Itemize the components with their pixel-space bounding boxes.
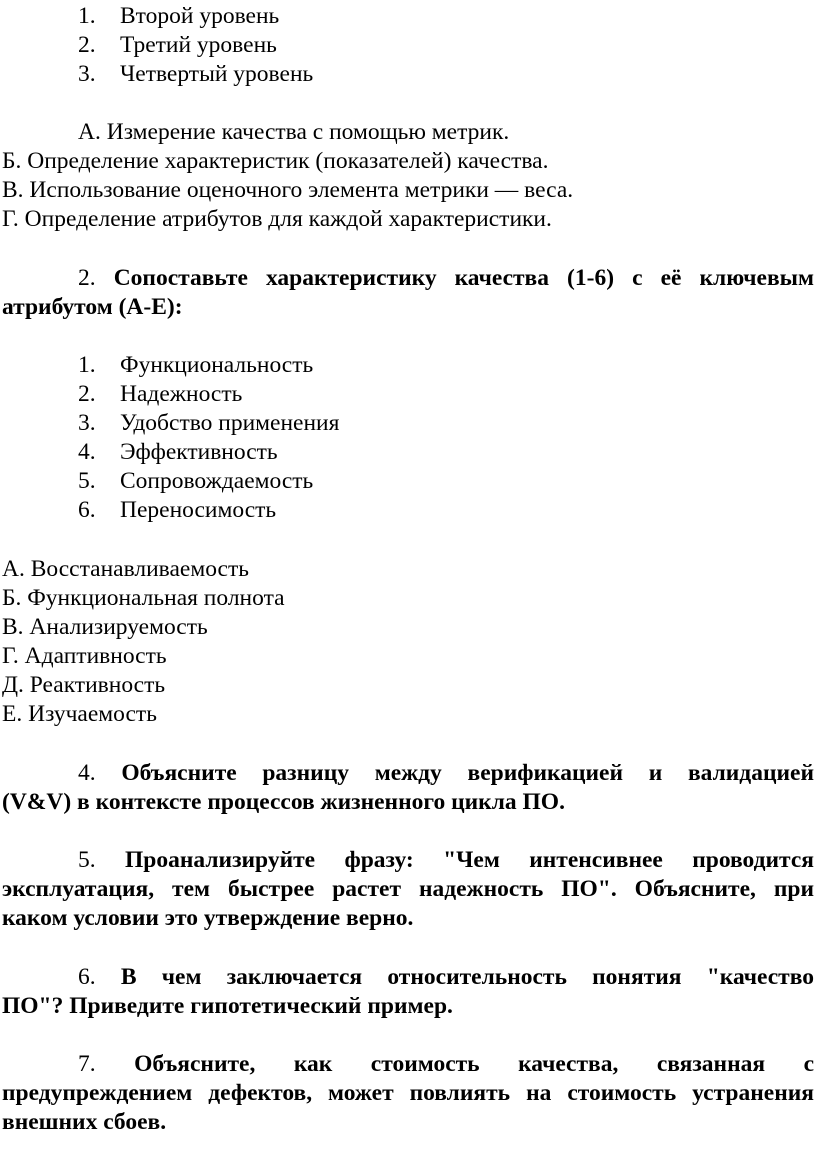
question-5	[2, 846, 814, 933]
list-item	[78, 467, 313, 496]
option-v: В. Использование оценочного элемента метрики — веса.	[2, 177, 574, 203]
list-number: 5.	[78, 468, 96, 494]
attribute-g: Г. Адаптивность	[2, 643, 167, 669]
question-7	[2, 1050, 814, 1137]
list-item	[78, 438, 278, 467]
list-item	[78, 496, 276, 525]
attribute-a: А. Восстанавливаемость	[2, 556, 249, 582]
attribute-e: Е. Изучаемость	[2, 701, 157, 727]
list-number: 3.	[78, 410, 96, 436]
question-text-line: ПО"? Приведите гипотетический пример.	[2, 993, 453, 1019]
list-number: 1.	[78, 352, 96, 378]
list-number: 6.	[78, 497, 96, 523]
option-b: Б. Определение характеристик (показателей) качества.	[2, 148, 549, 174]
list-item	[78, 2, 279, 31]
list-number: 4.	[78, 439, 96, 465]
question-text-line: В чем заключается относительность понятия "качество	[120, 964, 814, 990]
question-4	[2, 759, 814, 817]
question-text-line: эксплуатация, тем быстрее растет надежность ПО". Объясните, при	[2, 876, 814, 902]
question-number: 2.	[78, 265, 96, 291]
list-item	[78, 60, 313, 89]
question-number: 7.	[78, 1051, 96, 1077]
question-number: 4.	[78, 760, 96, 786]
question-text-line: каком условии это утверждение верно.	[2, 905, 414, 931]
list-number: 1.	[78, 3, 96, 29]
question-text-line: атрибутом (А-Е):	[2, 294, 183, 320]
list-item	[78, 409, 339, 438]
question-text-line: Проанализируйте фразу: "Чем интенсивнее проводится	[125, 847, 815, 873]
list-text: Переносимость	[120, 497, 277, 523]
list-text: Удобство применения	[120, 410, 340, 436]
option-a: А. Измерение качества с помощью метрик.	[78, 119, 510, 145]
list-item	[78, 31, 277, 60]
option-g: Г. Определение атрибутов для каждой характеристики.	[2, 206, 552, 232]
list-number: 2.	[78, 381, 96, 407]
list-number: 3.	[78, 61, 96, 87]
question-text-line: предупреждением дефектов, может повлиять на стоимость устранения	[2, 1080, 814, 1106]
list-text: Третий уровень	[120, 32, 277, 58]
attribute-v: В. Анализируемость	[2, 614, 208, 640]
list-text: Четвертый уровень	[120, 61, 314, 87]
attribute-d: Д. Реактивность	[2, 672, 166, 698]
question-text-line: Объясните разницу между верификацией и валидацией	[121, 760, 814, 786]
question-number: 5.	[78, 847, 96, 873]
list-text: Сопровождаемость	[120, 468, 314, 494]
question-text-line: Объясните, как стоимость качества, связанная с	[134, 1051, 815, 1077]
list-text: Второй уровень	[120, 3, 280, 29]
question-text-line: Сопоставьте характеристику качества (1-6) с её ключевым	[113, 265, 814, 291]
list-item	[78, 351, 313, 380]
list-item	[78, 380, 242, 409]
question-6	[2, 963, 814, 1021]
list-number: 2.	[78, 32, 96, 58]
question-text-line: (V&V) в контексте процессов жизненного цикла ПО.	[2, 789, 565, 815]
attribute-b: Б. Функциональная полнота	[2, 585, 285, 611]
question-number: 6.	[78, 964, 96, 990]
list-text: Функциональность	[120, 352, 314, 378]
question-text-line: внешних сбоев.	[2, 1109, 167, 1135]
question-2	[2, 264, 814, 322]
list-text: Надежность	[120, 381, 243, 407]
list-text: Эффективность	[120, 439, 278, 465]
